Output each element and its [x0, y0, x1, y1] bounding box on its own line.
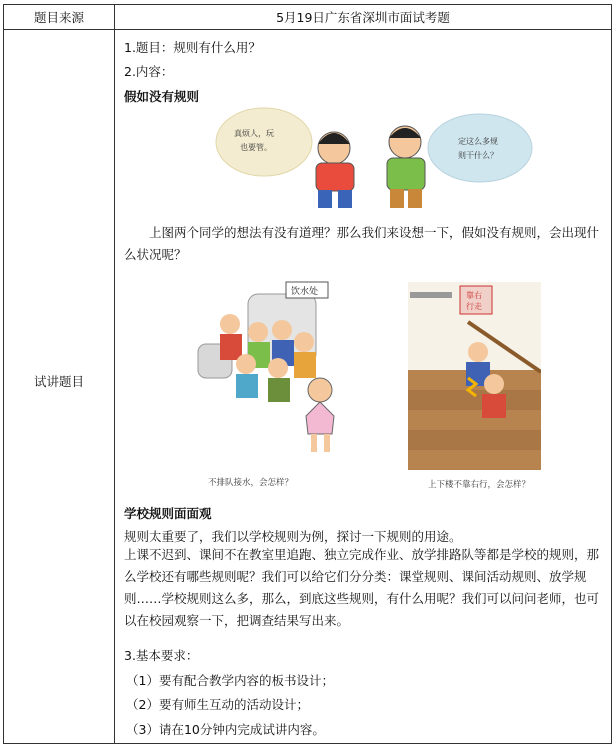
caption-stairs: 上下楼不靠右行，会怎样？ [428, 480, 531, 490]
section-heading-school-rules: 学校规则面面观 [124, 506, 212, 521]
stairs-sign-line2: 行走 [466, 302, 482, 311]
speech-bubble-left [216, 108, 312, 176]
header-source-label: 题目来源 [33, 10, 84, 25]
water-sign-text: 饮水处 [291, 287, 319, 297]
column-divider [114, 5, 115, 743]
caption-water-queue: 不排队接水，会怎样？ [208, 478, 294, 488]
section-heading-no-rules: 假如没有规则 [124, 89, 200, 104]
illustration-two-students [212, 100, 537, 212]
paragraph-rules-importance: 规则太重要了，我们以学校规则为例，探讨一下规则的用途。 [124, 529, 462, 544]
requirement-time-limit: （3）请在10分钟内完成试讲内容。 [126, 722, 325, 737]
row-label-teaching-topic: 试讲题目 [33, 374, 84, 389]
student-right-figure [387, 126, 425, 208]
illustration-stairs [408, 282, 541, 470]
speech-bubble-right [428, 114, 532, 182]
bubble-right-line1: 定这么多规 [458, 137, 498, 146]
table-header-row [4, 5, 611, 30]
stairs-sign-line1: 靠右 [466, 291, 482, 300]
item-topic: 1.题目：规则有什么用？ [124, 40, 261, 55]
paragraph-school-rules [124, 544, 602, 632]
requirement-interaction: （2）要有师生互动的活动设计； [126, 697, 309, 712]
bubble-right-line2: 则干什么？ [458, 151, 498, 160]
paragraph-school-rules-text: 上课不迟到、课间不在教室里追跑、独立完成作业、放学排路队等都是学校的规则，那么学校还有哪些规则呢？我们可以给它们分分类：课堂规则、课间活动规则、放学规则……学校规则这么多，那么，到底这些规则，有什么用呢？我们可以问问老师，也可以在校园观察一下，把调查结果写出来。 [124, 547, 600, 628]
question-paragraph: 上图两个同学的想法有没有道理？那么我们来设想一下，假如没有规则，会出现什么状况呢？ [124, 225, 600, 262]
illustration-water-queue [186, 280, 366, 470]
student-left-figure [316, 132, 354, 208]
bubble-left-line1: 真烦人，玩 [234, 129, 274, 138]
header-source-value: 5月19日广东省深圳市面试考题 [276, 10, 450, 25]
item-basic-requirements: 3.基本要求： [124, 648, 199, 663]
bubble-left-line2: 也要管。 [240, 143, 272, 152]
item-content: 2.内容： [124, 64, 174, 79]
requirement-board-design: （1）要有配合教学内容的板书设计； [126, 673, 334, 688]
girl-figure [306, 378, 334, 452]
